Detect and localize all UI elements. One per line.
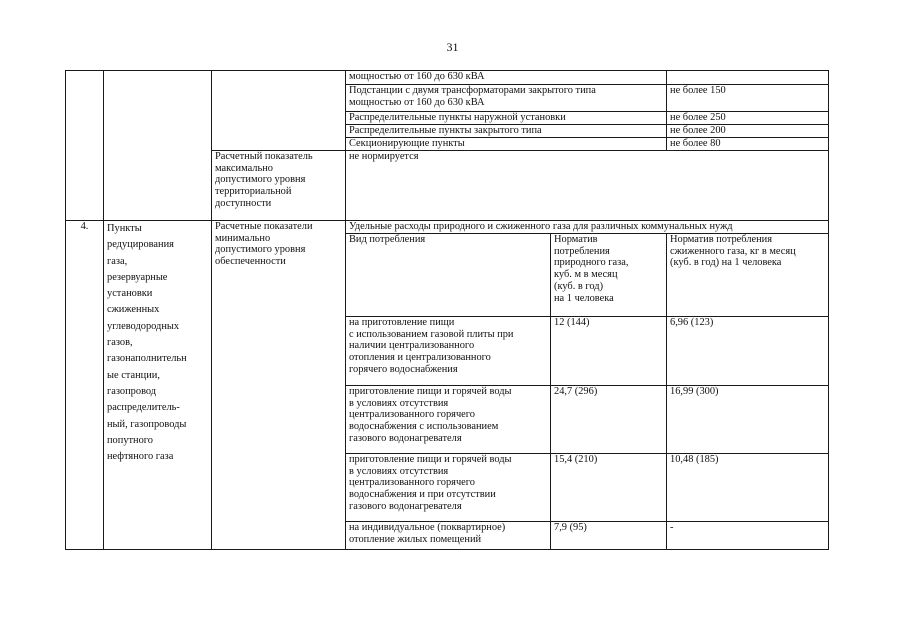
substation-label: Распределительные пункты наружной установки (346, 112, 667, 125)
substation-value (667, 71, 829, 85)
natural-gas-cell: 24,7 (296) (551, 386, 667, 454)
substation-label: Секционирующие пункты (346, 138, 667, 151)
consumption-type-cell: приготовление пищи и горячей воды в условиях отсутствия централизованного горячего водоснабжения и при отсутствии газового водонагревателя (346, 454, 551, 522)
lpg-cell: 6,96 (123) (667, 317, 829, 386)
territorial-indicator-value: не нормируется (346, 151, 829, 221)
natural-gas-cell: 7,9 (95) (551, 522, 667, 550)
norms-table (65, 70, 829, 550)
lpg-cell: - (667, 522, 829, 550)
natural-gas-cell: 15,4 (210) (551, 454, 667, 522)
number-cell-empty (66, 71, 104, 221)
gas-table-title: Удельные расходы природного и сжиженного газа для различных коммунальных нужд (346, 221, 829, 234)
lpg-cell: 10,48 (185) (667, 454, 829, 522)
object-cell-empty (104, 71, 212, 221)
table-row (66, 71, 829, 85)
consumption-type-cell: на приготовление пищи с использованием газовой плиты при наличии централизованного отопления и централизованного горячего водоснабжения (346, 317, 551, 386)
substation-value: не более 80 (667, 138, 829, 151)
table-row (66, 221, 829, 234)
substation-label: Распределительные пункты закрытого типа (346, 125, 667, 138)
substation-value: не более 200 (667, 125, 829, 138)
substation-label: Подстанции с двумя трансформаторами закрытого типа мощностью от 160 до 630 кВА (346, 85, 667, 112)
header-consumption-type: Вид потребления (346, 234, 551, 317)
lpg-cell: 16,99 (300) (667, 386, 829, 454)
substation-value: не более 150 (667, 85, 829, 112)
territorial-indicator-label: Расчетный показатель максимально допустимого уровня территориальной доступности (212, 151, 346, 221)
header-lpg: Норматив потребления сжиженного газа, кг в месяц (куб. в год) на 1 человека (667, 234, 829, 317)
consumption-type-cell: приготовление пищи и горячей воды в условиях отсутствия централизованного горячего водоснабжения с использованием газового водонагревателя (346, 386, 551, 454)
indicator-cell-empty (212, 71, 346, 151)
section-object-name: Пункты редуцирования газа, резервуарные установки сжиженных углеводородных газов, газонаполнительн ые станции, газопровод распределитель- ный, газопроводы попутного нефтяного газа (104, 221, 212, 550)
natural-gas-cell: 12 (144) (551, 317, 667, 386)
substation-value: не более 250 (667, 112, 829, 125)
consumption-type-cell: на индивидуальное (поквартирное) отопление жилых помещений (346, 522, 551, 550)
header-natural-gas: Норматив потребления природного газа, куб. м в месяц (куб. в год) на 1 человека (551, 234, 667, 317)
section-indicator-label: Расчетные показатели минимально допустимого уровня обеспеченности (212, 221, 346, 550)
page-number: 31 (446, 40, 459, 54)
substation-label: мощностью от 160 до 630 кВА (346, 71, 667, 85)
section-number: 4. (66, 221, 104, 550)
